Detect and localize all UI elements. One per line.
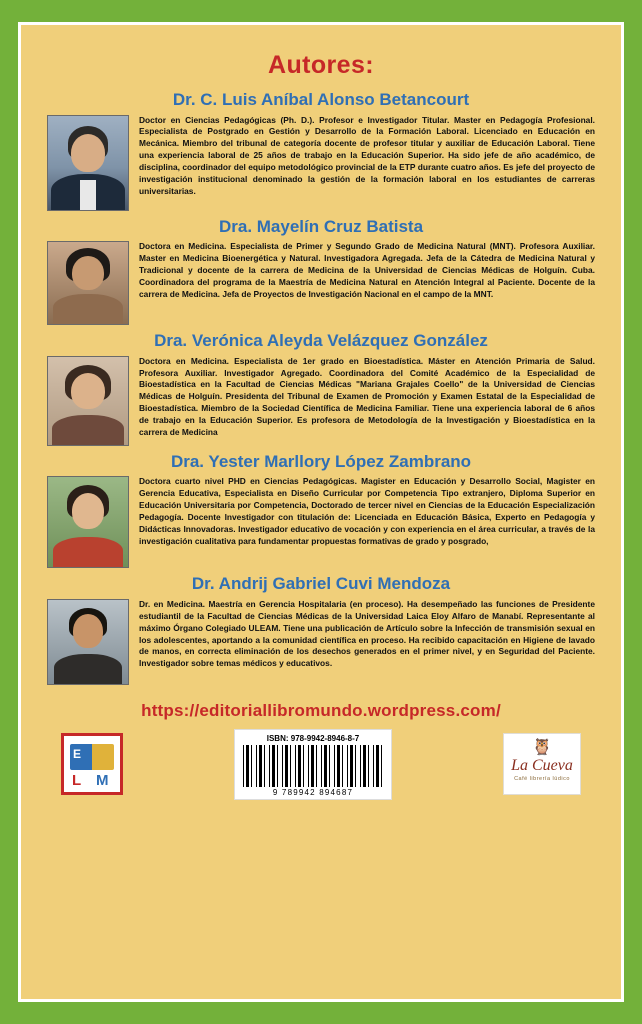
author-entry xyxy=(47,574,595,685)
author-entry xyxy=(47,452,595,569)
elm-logo-letter-e: E xyxy=(73,747,82,762)
isbn-label: ISBN: 978-9942-8946-8-7 xyxy=(266,733,360,743)
page-title: Autores: xyxy=(268,51,374,79)
elm-books-logo-icon xyxy=(61,733,123,795)
author-photo xyxy=(47,241,129,325)
la-cueva-logo xyxy=(503,733,581,795)
owl-icon: 🦉 xyxy=(532,739,552,757)
author-bio: Doctora en Medicina. Especialista de Primer y Segundo Grado de Medicina Natural (MNT). Profesora Auxiliar. Master en Medicina Bioenergética y Natural. Investigadora Agregada. Jefa de la Cátedra de Medicina Natural y Tradicional y docente de la carrera de Medicina de la Universidad de Ciencias Médicas de Holguín. Cuba. Coordinadora del programa de la Maestría de Medicina Natural en Atención Integral al Paciente. Docente de la carrera de Medicina. Jefa de Proyectos de Investigación Nacional en el campo de la MNT. xyxy=(139,241,595,299)
author-photo xyxy=(47,115,129,211)
isbn-barcode-block xyxy=(234,729,392,800)
author-entry xyxy=(47,331,595,446)
barcode-number: 9 789942 894687 xyxy=(272,787,354,797)
author-name: Dr. C. Luis Aníbal Alonso Betancourt xyxy=(172,90,470,109)
la-cueva-subtitle: Café librería lúdico xyxy=(514,776,570,783)
elm-logo-letter-m: M xyxy=(96,772,109,790)
barcode-image xyxy=(243,745,383,787)
author-bio: Dr. en Medicina. Maestría en Gerencia Hospitalaria (en proceso). Ha desempeñado las funciones de Presidente estudiantil de la Facultad de Ciencias Médicas de la Universidad Laica Eloy Alfaro de Manabí. Representante al máximo Órgano Colegiado ULEAM. Tiene una publicación de Artículo sobre la Infección de transmisión sexual en los adolescentes, aportando a la comunidad científica en proceso. Ha recibido capacitación en Higiene de lavado de manos, en correcta eliminación de los desechos generados en el primer nivel, y en Seguridad del Paciente. Investigador sobre temas médicos y educativos. xyxy=(139,598,595,669)
publisher-url[interactable]: https://editoriallibromundo.wordpress.com/ xyxy=(141,700,501,720)
la-cueva-name: La Cueva xyxy=(511,757,573,775)
author-photo xyxy=(47,476,129,568)
author-bio: Doctora cuarto nivel PHD en Ciencias Pedagógicas. Magister en Educación y Desarrollo Social, Magister en Gerencia Educativa, Especialista en Diseño Curricular por Competencia Tipo extranjero, Diploma Superior en Educación Universitaria por Competencia, Doctorado de tercer nivel en Ciencias de la Educación Especialización Pedagogía. Docente Investigador con titulación de: Licenciada en Educación Básica, Experto en Pedagogía y Didácticas Innovadoras. Investigador educativo de vocación y con experiencia en el área curricular, a través de la investigación cualitativa para fundamentar propuestas formativas de grado y posgrado, xyxy=(139,476,595,546)
author-entry xyxy=(47,217,595,326)
elm-logo-letter-l: L xyxy=(72,772,82,790)
author-bio: Doctor en Ciencias Pedagógicas (Ph. D.). Profesor e Investigador Titular. Master en Pedagogía Profesional. Especialista de Postgrado en Gestión y Desarrollo de la Formación Laboral. Licenciado en Educación en Mecánica. Miembro del tribunal de categoría docente de profesor titular y auxiliar de Educación Laboral. Tiene una experiencia laboral de 25 años de trabajo en la Educación Superior. Ha sido jefe de año académico, de disciplina, coordinador del equipo metodológico provincial de la ETP durante cuatro años. Es jefe del proyecto de investigación institucional denominado la gestión de la formación laboral en los estudiantes de carreras universitarias. xyxy=(139,114,595,197)
author-photo xyxy=(47,599,129,685)
author-bio: Doctora en Medicina. Especialista de 1er grado en Bioestadística. Máster en Atención Primaria de Salud. Profesora Auxiliar. Investigador Agregado. Coordinadora del Comité Académico de la Especialidad de Bioestadística en la Facultad de Ciencias Médicas "Mariana Grajales Coello" de la Universidad de Ciencias Médicas de Holguín. Presidenta del Tribunal de Examen de Promoción y Examen Estatal de la Especialidad de Bioestadística. Miembro de la Sociedad Científica de Medicina Familiar. Tiene una experiencia laboral de 6 años de trabajo en la Educación Superior. Es profesora de Metodología de la Investigación y Bioestadística en la carrera de Medicina xyxy=(139,355,595,438)
author-entry xyxy=(47,90,595,211)
author-name: Dra. Yester Marllory López Zambrano xyxy=(170,451,472,471)
author-name: Dra. Verónica Aleyda Velázquez González xyxy=(154,331,488,351)
author-name: Dra. Mayelín Cruz Batista xyxy=(218,216,424,236)
author-photo xyxy=(47,356,129,446)
cover-inner-frame xyxy=(18,22,624,1002)
author-name: Dr. Andrij Gabriel Cuvi Mendoza xyxy=(191,574,451,594)
cover-footer xyxy=(47,729,595,800)
